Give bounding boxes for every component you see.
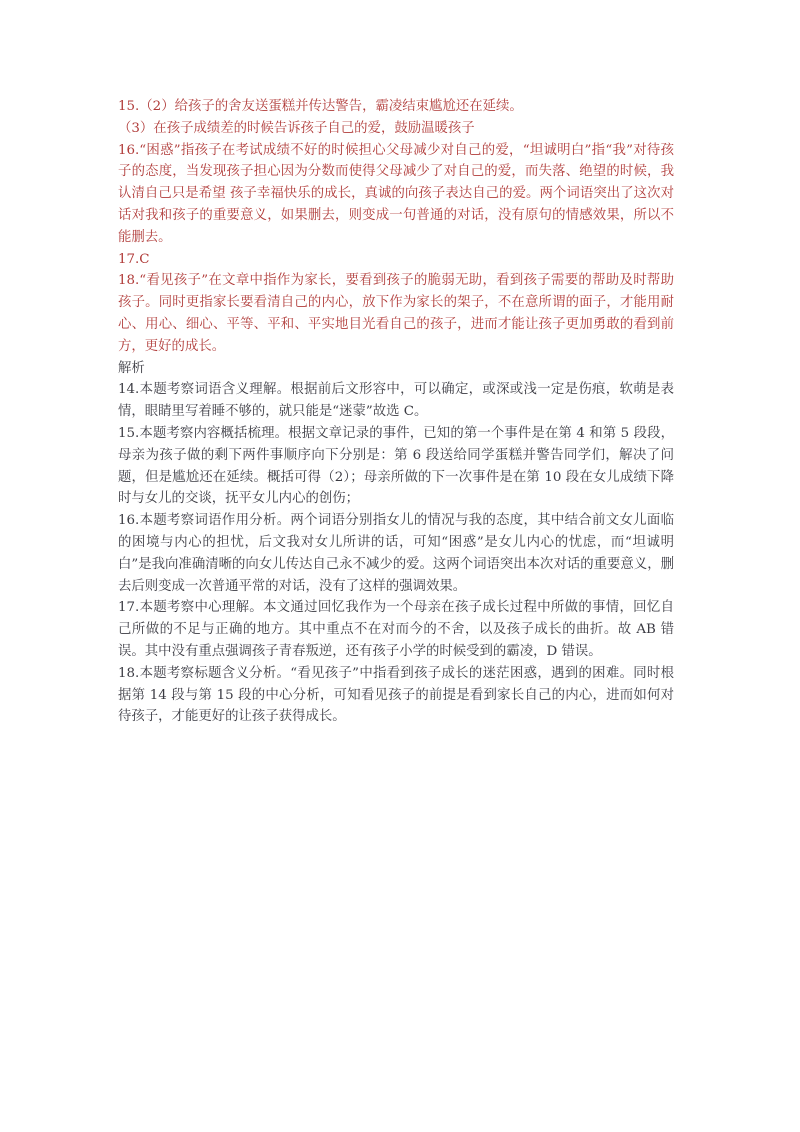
answer-15-part-3: （3）在孩子成绩差的时候告诉孩子自己的爱，鼓励温暖孩子 xyxy=(118,120,475,136)
analysis-17: 17.本题考察中心理解。本文通过回忆我作为一个母亲在孩子成长过程中所做的事情，回忆自己所做的不足与正确的地方。其中重点不在对而今的不舍，以及孩子成长的曲折。故 AB 错误。其中没有重点强调孩子青春叛逆，还有孩子小学的时候受到的霸凌，D 错误。 xyxy=(118,600,674,659)
answer-17: 17.C xyxy=(118,251,150,267)
page-content xyxy=(118,96,674,728)
answer-15-part-2: 15.（2）给孩子的舍友送蛋糕并传达警告，霸凌结束尴尬还在延续。 xyxy=(118,99,523,114)
analysis-14: 14.本题考察词语含义理解。根据前后文形容中，可以确定，或深或浅一定是伤痕，软萌是表情，眼睛里写着睡不够的，就只能是“迷蒙”故选 C。 xyxy=(118,382,674,420)
answer-16: 16.“困惑”指孩子在考试成绩不好的时候担心父母减少对自己的爱，“坦诚明白”指“我”对待孩子的态度，当发现孩子担心因为分数而使得父母减少了对自己的爱，而失落、绝望的时候，我认清自己只是希望 孩子幸福快乐的成长，真诚的向孩子表达自己的爱。两个词语突出了这次对话对我和孩子的重要意义，如果删去，则变成一句普通的对话，没有原句的情感效果，所以不能删去。 xyxy=(118,142,674,245)
analysis-heading: 解析 xyxy=(118,360,145,376)
analysis-16: 16.本题考察词语作用分析。两个词语分别指女儿的情况与我的态度，其中结合前文女儿面临的困境与内心的担忧，后文我对女儿所讲的话，可知“困惑”是女儿内心的忧虑，而“坦诚明白”是我向准确清晰的向女儿传达自己永不减少的爱。这两个词语突出本次对话的重要意义，删去后则变成一次普通平常的对话，没有了这样的强调效果。 xyxy=(118,513,674,594)
analysis-18: 18.本题考察标题含义分析。“看见孩子”中指看到孩子成长的迷茫困惑，遇到的困难。同时根据第 14 段与第 15 段的中心分析，可知看见孩子的前提是看到家长自己的内心，进而如何对待孩子，才能更好的让孩子获得成长。 xyxy=(118,665,674,725)
answer-18: 18.“看见孩子”在文章中指作为家长，要看到孩子的脆弱无助，看到孩子需要的帮助及时帮助孩子。同时更指家长要看清自己的内心，放下作为家长的架子，不在意所谓的面子，才能用耐心、用心、细心、平等、平和、平实地目光看自己的孩子，进而才能让孩子更加勇敢的看到前方，更好的成长。 xyxy=(118,273,674,354)
analysis-15: 15.本题考察内容概括梳理。根据文章记录的事件，已知的第一个事件是在第 4 和第 5 段段，母亲为孩子做的剩下两件事顺序向下分别是：第 6 段送给同学蛋糕并警告同学们，解决了问题，但是尴尬还在延续。概括可得（2）；母亲所做的下一次事件是在第 10 段在女儿成绩下降时与女儿的交谈，抚平女儿内心的创伤； xyxy=(118,425,674,507)
